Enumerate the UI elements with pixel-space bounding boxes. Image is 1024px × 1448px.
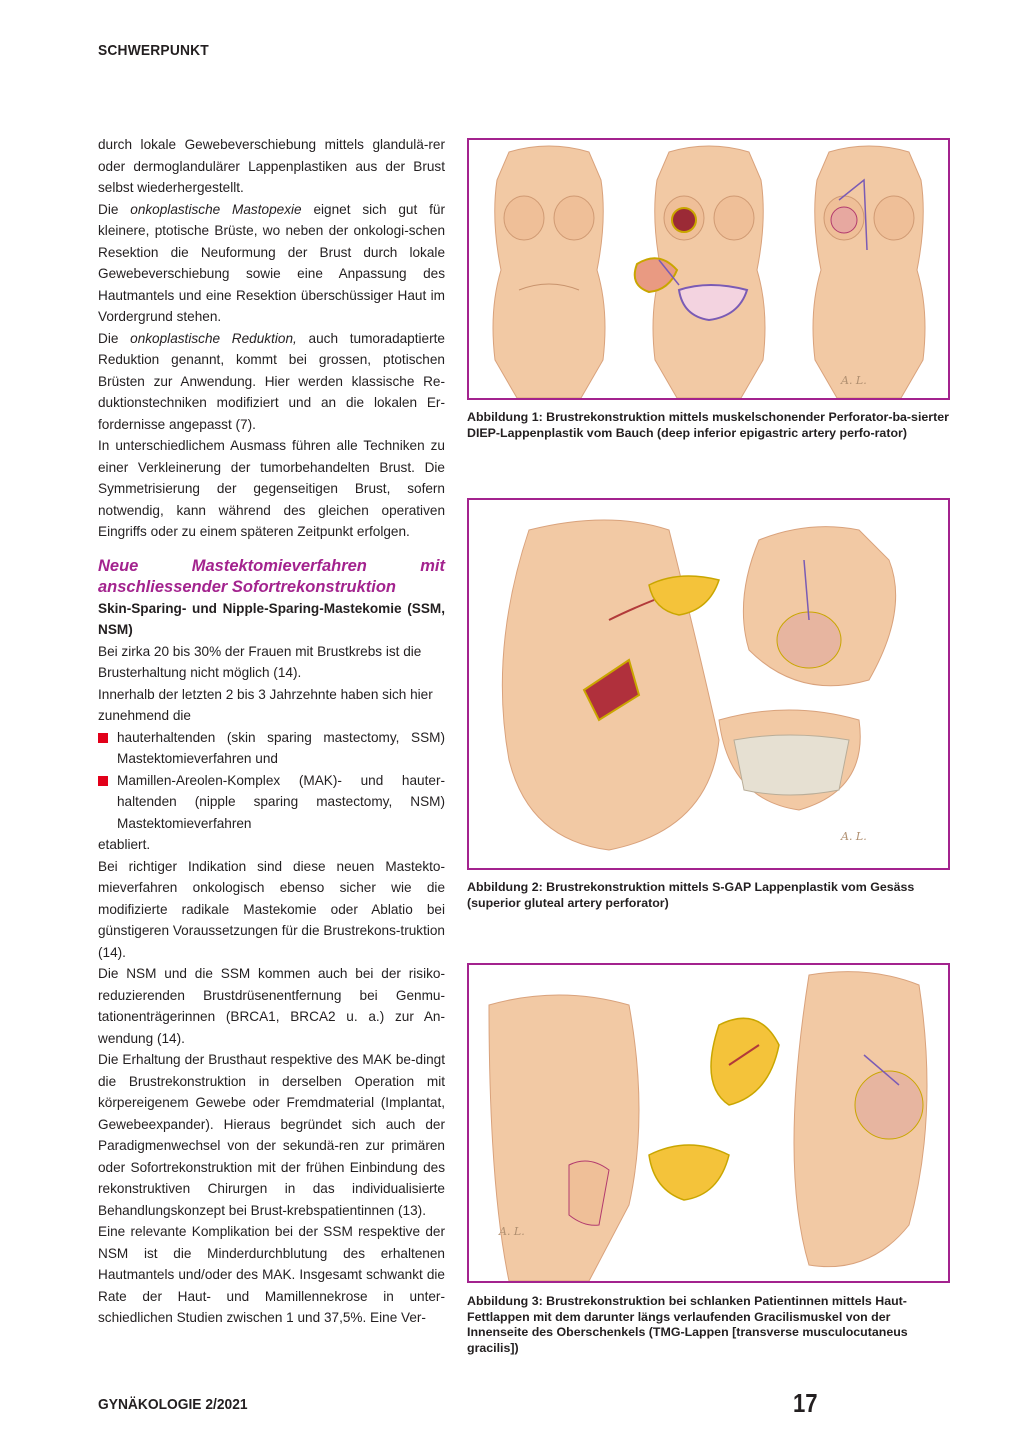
diep-flap-illustration: [469, 140, 948, 398]
paragraph: Bei zirka 20 bis 30% der Frauen mit Brustkrebs ist die Brusterhaltung nicht möglich (14).: [98, 643, 422, 680]
figure-3-caption: Abbildung 3: Brustrekonstruktion bei schlanken Patientinnen mittels Haut-Fettlappen mit dem darunter längs verlaufenden Gracilismuskel von der Innenseite des Oberschenkels (TMG-Lappen [transverse musculocutaneus gracilis]): [467, 1294, 908, 1355]
journal-footer: GYNÄKOLOGIE 2/2021: [98, 1396, 248, 1413]
bullet-item: hauterhaltenden (skin sparing mastectomy, SSM) Mastektomieverfahren und: [98, 727, 445, 770]
paragraph: Innerhalb der letzten 2 bis 3 Jahrzehnte haben sich hier zunehmend die: [98, 686, 433, 723]
paragraph: Die onkoplastische Reduktion, auch tumoradaptierte Reduktion genannt, kommt bei grossen, ptotischen Brüsten zur Anwendung. Hier werden klassische Re-duktionstechniken modifiziert und an die lokalen Er-fordernisse angepasst (7).: [98, 330, 445, 432]
paragraph: Die onkoplastische Mastopexie eignet sich gut für kleinere, ptotische Brüste, wo neben der onkologi-schen Resektion die Neuformung der Brust durch lokale Gewebeverschiebung sowie eine Anpassung des Hautmantels und eine Resektion überschüssiger Haut im Vordergrund stehen.: [98, 201, 445, 324]
bullet-item: Mamillen-Areolen-Komplex (MAK)- und hauter-haltenden (nipple sparing mastectomy, NSM) Mastektomieverfahren: [98, 770, 445, 835]
paragraph: Bei richtiger Indikation sind diese neuen Mastekto-mieverfahren onkologisch ebenso sicher wie die modifizierte radikale Mastekomie oder Ablatio bei günstigeren Voraussetzungen für die Brustrekons-truktion (14).: [98, 858, 445, 960]
figure-2-caption: Abbildung 2: Brustrekonstruktion mittels S-GAP Lappenplastik vom Gesäss (superior gluteal artery perforator): [467, 880, 915, 910]
svg-text:A. L.: A. L.: [841, 830, 867, 843]
page-number: 17: [793, 1388, 818, 1418]
section-label: SCHWERPUNKT: [98, 42, 209, 59]
emphasis: onkoplastische Mastopexie: [130, 201, 302, 217]
paragraph: Eine relevante Komplikation bei der SSM respektive der NSM ist die Minderdurchblutung des erhaltenen Hautmantels und/oder des MAK. Insgesamt schwankt die Rate der Haut- und Mamillennekrose in unter-schiedlichen Studien zwischen 1 und 37,5%. Eine Ver-: [98, 1224, 445, 1325]
paragraph: Die Erhaltung der Brusthaut respektive des MAK be-dingt die Brustrekonstruktion in derselben Operation mit körpereigenem Gewebe oder Fremdmaterial (Implantat, Gewebeexpander). Hieraus begründet sich auch der Paradigmenwechsel von der sekundä-ren zur primären oder Sofortrekonstruktion mit der frühen Einbindung des rekonstruktiven Chirurgen in das individualisierte Behandlungskonzept bei Brust-krebspatientinnen (13).: [98, 1052, 445, 1218]
svg-text:A. L.: A. L.: [499, 1225, 525, 1238]
paragraph: Die NSM und die SSM kommen auch bei der risiko-reduzierenden Brustdrüsenentfernung bei Genmu-tationenträgerinnen (BRCA1, BRCA2 u. a.) zur An-wendung (14).: [98, 966, 445, 1046]
article-body: [98, 134, 445, 1329]
figure-1-illustration: [467, 138, 950, 400]
svg-text:A. L.: A. L.: [841, 374, 867, 387]
paragraph: durch lokale Gewebeverschiebung mittels glandulä-rer oder dermoglandulärer Lappenplastiken aus der Brust selbst wiederhergestellt.: [98, 137, 445, 195]
figure-2-illustration: [467, 498, 950, 870]
figure-3-illustration: [467, 963, 950, 1283]
figure-1-caption: Abbildung 1: Brustrekonstruktion mittels muskelschonender Perforator-ba-sierter DIEP-Lappenplastik vom Bauch (deep inferior epigastric artery perfo-rator): [467, 410, 949, 440]
paragraph: etabliert.: [98, 837, 151, 852]
subheading: Skin-Sparing- und Nipple-Sparing-Mastekomie (SSM, NSM): [98, 600, 445, 637]
paragraph: In unterschiedlichem Ausmass führen alle Techniken zu einer Verkleinerung der tumorbehandelten Brust. Die Symmetrisierung der gegenseitigen Brust, sofern notwendig, kann während des gleichen operativen Eingriffs oder zu einem späteren Zeitpunkt erfolgen.: [98, 438, 445, 539]
tmg-flap-illustration: [469, 965, 948, 1281]
section-heading: Neue Mastektomieverfahren mit anschliessender Sofortrekonstruktion: [98, 556, 445, 596]
sgap-flap-illustration: [469, 500, 948, 868]
emphasis: onkoplastische Reduktion,: [130, 330, 297, 346]
